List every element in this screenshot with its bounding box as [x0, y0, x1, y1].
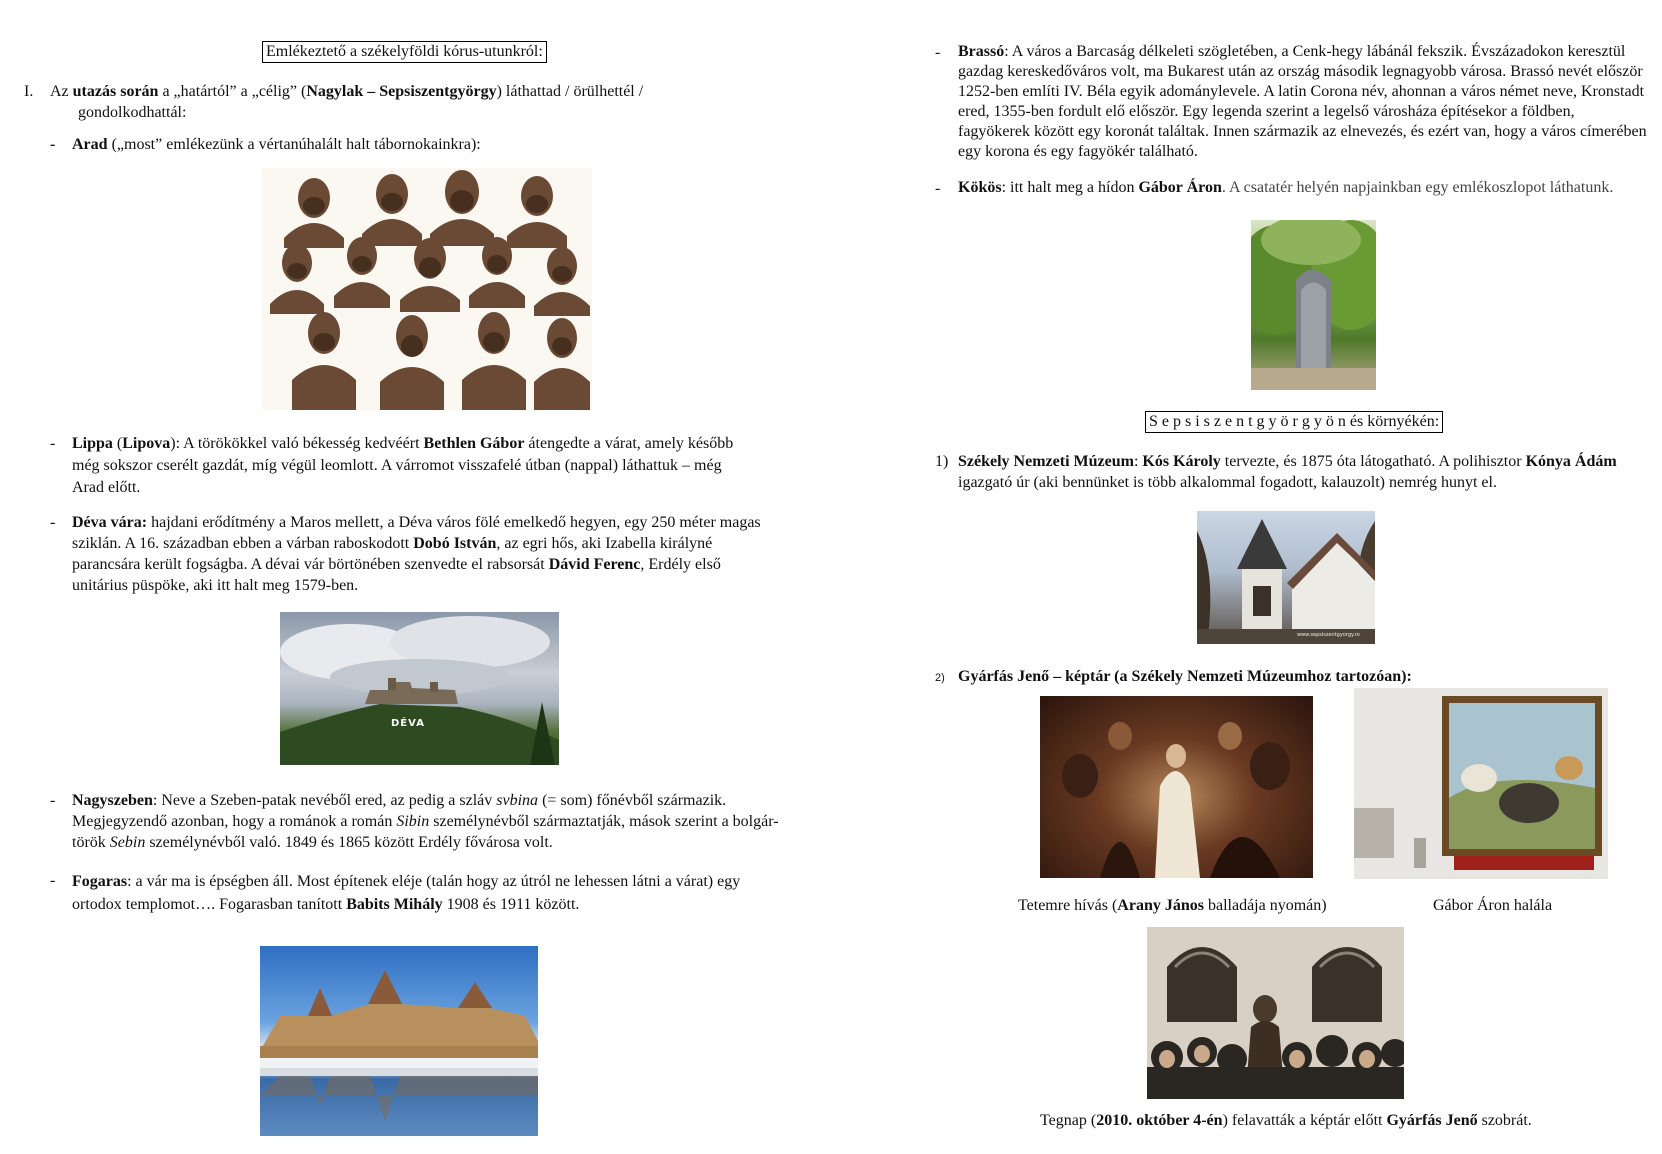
fogaras-castle-image: [260, 946, 538, 1136]
deva-sign-text: DÉVA: [391, 718, 425, 729]
lippa-item: Lippa (Lipova): A törökökkel való békesség kedvéért Bethlen Gábor átengedte a várat, amely később még sokszor cserélt gazdát, míg végül leomlott. A várromot visszafelé útban (nappal) láthattuk – még Arad előtt.: [72, 435, 734, 496]
section-title: S e p s i s z e n t g y ö r g y ö n és környékén:: [1145, 411, 1443, 433]
bullet-dash: -: [50, 435, 56, 452]
nagyszeben-item: Nagyszeben: Neve a Szeben-patak nevéből ered, az pedig a szláv svbina (= som) főnévből származik. Megjegyzendő azonban, hogy a románok a román Sibin személynévből származtatják, mások szerint a bolgár-török Sebin személynévből való. 1849 és 1865 között Erdély fővárosa volt.: [72, 792, 779, 851]
arad-martyrs-image: [262, 168, 592, 410]
fogaras-item: Fogaras: a vár ma is épségben áll. Most építenek eléje (talán hogy az útról ne lehessen látni a várat) egy ortodox templomot…. Fogarasban tanított Babits Mihály 1908 és 1911 között.: [72, 873, 741, 913]
intro-numeral: I.: [24, 83, 34, 100]
brasso-item: Brassó: A város a Barcaság délkeleti szögletében, a Cenk-hegy lábánál fekszik. Évszázadokon keresztül gazdag kereskedőváros volt, ma Bukarest után az ország második legnagyobb városa. Brassó nevét először 1252-ben említi IV. Béla egyik adománylevele. A latin Corona név, ahonnan a város német neve, Kronstadt ered, 1355-ben fordult elő először. Egy legenda szerint a legelső városháza építésekor a földben, fagyökerek között egy koronát találtak. Innen származik az elnevezés, és ezért van, hogy a város címerében egy korona és egy fagyökér található.: [958, 43, 1647, 160]
arad-item: Arad („most” emlékezünk a vértanúhalált halt tábornokainkra):: [72, 136, 481, 153]
intro-paragraph-continued: gondolkodhattál:: [78, 104, 187, 121]
caption-tetemre-hivas: Tetemre hívás (Arany János balladája nyomán): [1018, 897, 1327, 914]
bullet-dash: -: [50, 872, 56, 889]
painting-gabor-aron-halala: [1354, 688, 1608, 879]
gallery-number: 2): [935, 672, 945, 684]
intro-paragraph: Az utazás során a „határtól” a „célig” (Nagylak – Sepsiszentgyörgy) láthattad / örülhettél /: [50, 83, 644, 100]
bullet-dash: -: [50, 792, 56, 809]
kokos-item: Kökös: itt halt meg a hídon Gábor Áron. A csatatér helyén napjainkban egy emlékoszlopot láthatunk.: [958, 179, 1614, 196]
bullet-dash: -: [935, 44, 941, 61]
painting-tetemre-hivas: [1040, 696, 1313, 878]
museum-number: 1): [935, 453, 949, 470]
gallery-heading: Gyárfás Jenő – képtár (a Székely Nemzeti Múzeumhoz tartozóan):: [958, 668, 1412, 685]
page-title: Emlékeztető a székelyföldi kórus-utunkról:: [262, 41, 547, 63]
museum-item: Székely Nemzeti Múzeum: Kós Károly tervezte, és 1875 óta látogatható. A polihisztor Kónya Ádám igazgató úr (aki bennünket is több alkalommal fogadott, kalauzolt) nemrég hunyt el.: [958, 453, 1617, 491]
deva-item: Déva vára: hajdani erődítmény a Maros mellett, a Déva város fölé emelkedő hegyen, egy 250 méter magas sziklán. A 16. században ebben a várban raboskodott Dobó István, az egri hős, aki Izabella királyné parancsára került fogságba. A dévai vár börtönében szenvedte el rabsorsát Dávid Ferenc, Erdély első unitárius püspöke, aki itt halt meg 1579-ben.: [72, 514, 761, 594]
museum-building-image: [1197, 511, 1375, 644]
deva-castle-image: [280, 612, 559, 765]
bullet-dash: -: [50, 514, 56, 531]
caption-statue: Tegnap (2010. október 4-én) felavatták a képtár előtt Gyárfás Jenő szobrát.: [1040, 1112, 1532, 1129]
caption-gabor-aron-halala: Gábor Áron halála: [1433, 897, 1553, 914]
statue-inauguration-image: [1147, 927, 1404, 1099]
bullet-dash: -: [50, 136, 56, 153]
bullet-dash: -: [935, 180, 941, 197]
kokos-memorial-image: [1251, 220, 1376, 390]
museum-image-watermark: www.sepsiszentgyorgy.ro: [1297, 632, 1360, 638]
